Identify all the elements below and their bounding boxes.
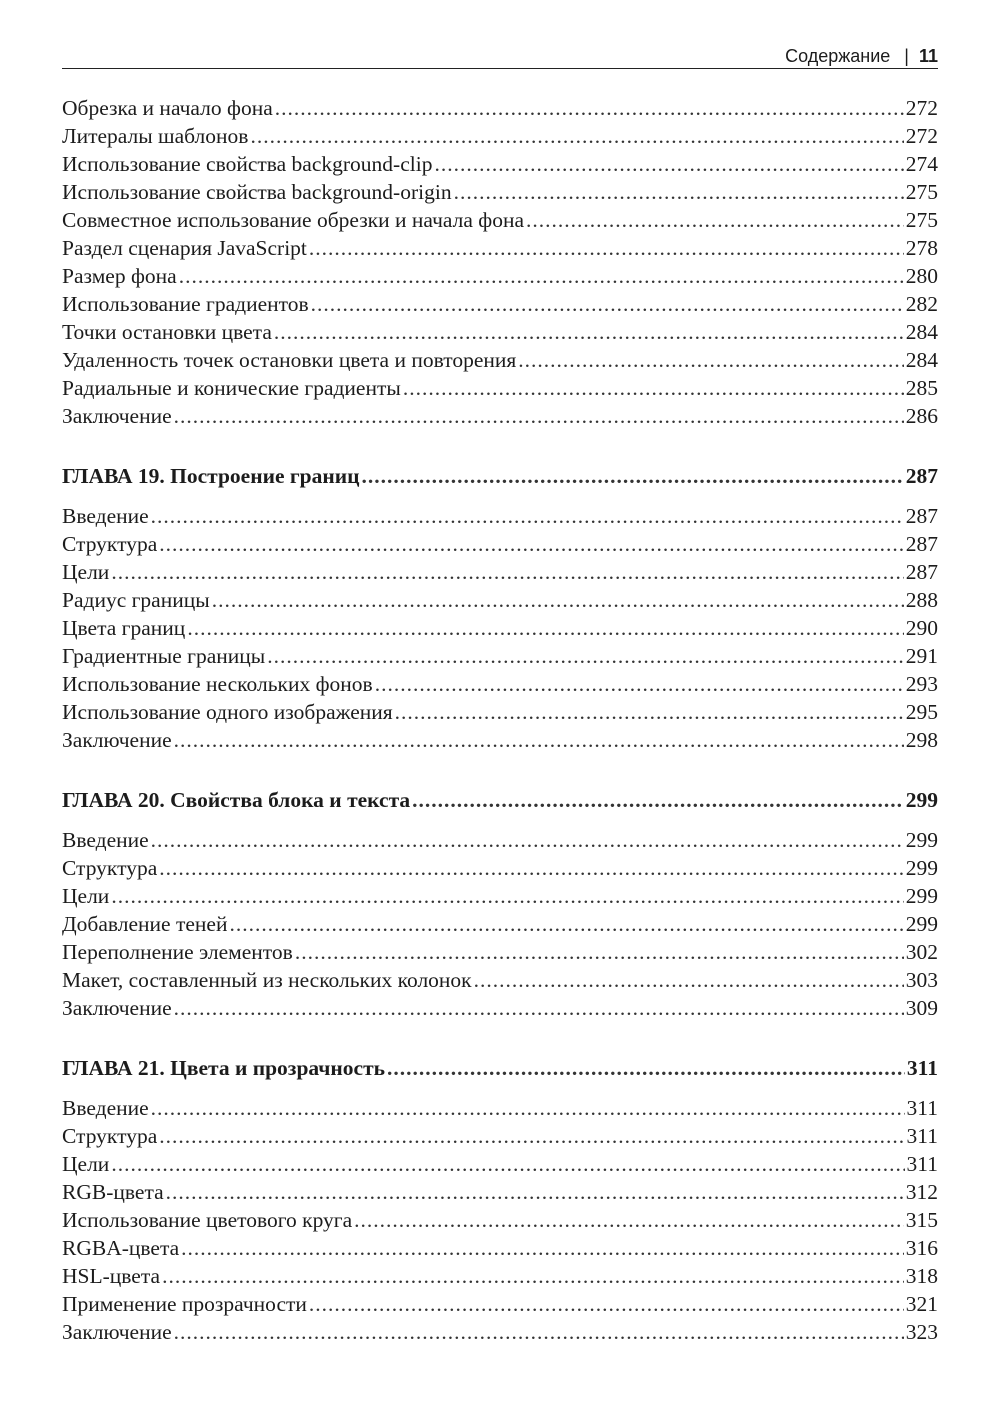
- dot-leader: [159, 530, 904, 558]
- dot-leader: [274, 318, 904, 346]
- toc-entry-page: 311: [906, 1056, 938, 1080]
- toc-entry-title: Макет, составленный из нескольких колонок: [62, 968, 472, 992]
- toc-entry: [62, 994, 938, 1022]
- dot-leader: [212, 586, 904, 614]
- toc-entry-title: RGB-цвета: [62, 1180, 164, 1204]
- toc-entry-title: Цели: [62, 560, 110, 584]
- dot-leader: [174, 1318, 904, 1346]
- toc-entry-title: Радиальные и конические градиенты: [62, 376, 401, 400]
- toc-entry: [62, 698, 938, 726]
- dot-leader: [267, 642, 904, 670]
- toc-entry-title: HSL-цвета: [62, 1264, 161, 1288]
- toc-entry: [62, 1122, 938, 1150]
- toc-entry-title: Градиентные границы: [62, 644, 266, 668]
- toc-entry-page: 303: [905, 968, 938, 992]
- toc-entry-page: 285: [905, 376, 938, 400]
- toc-entry: [62, 1150, 938, 1178]
- toc-entry: [62, 1094, 938, 1122]
- toc-entry: [62, 502, 938, 530]
- toc-entry-page: 316: [905, 1236, 938, 1260]
- toc-entry: [62, 178, 938, 206]
- toc-entry: [62, 558, 938, 586]
- dot-leader: [162, 1262, 904, 1290]
- chapter-spacer: [62, 430, 938, 462]
- toc-entry-title: Точки остановки цвета: [62, 320, 272, 344]
- toc-entry-title: Удаленность точек остановки цвета и повторения: [62, 348, 517, 372]
- toc-entry-title: Заключение: [62, 404, 172, 428]
- toc-entry-title: Литералы шаблонов: [62, 124, 249, 148]
- toc-entry: [62, 1206, 938, 1234]
- toc-entry-page: 291: [905, 644, 938, 668]
- dot-leader: [181, 1234, 904, 1262]
- dot-leader: [275, 94, 904, 122]
- toc-entry-page: 299: [905, 884, 938, 908]
- toc-entry: [62, 614, 938, 642]
- toc-entry-title: Заключение: [62, 1320, 172, 1344]
- toc-entry-page: 309: [905, 996, 938, 1020]
- dot-leader: [151, 826, 904, 854]
- toc-entry: [62, 346, 938, 374]
- dot-leader: [518, 346, 903, 374]
- toc-entry-page: 287: [905, 504, 938, 528]
- toc-entry-title: Размер фона: [62, 264, 177, 288]
- toc-entry-page: 323: [905, 1320, 938, 1344]
- toc-entry: [62, 1318, 938, 1346]
- dot-leader: [166, 1178, 904, 1206]
- toc-entry: [62, 882, 938, 910]
- toc-entry-title: ГЛАВА 20. Свойства блока и текста: [62, 788, 411, 812]
- toc-entry-page: 299: [905, 788, 938, 812]
- dot-leader: [474, 966, 904, 994]
- toc-entry-page: 311: [906, 1096, 938, 1120]
- toc-entry-page: 287: [905, 532, 938, 556]
- dot-leader: [151, 502, 904, 530]
- toc-entry-title: Структура: [62, 856, 158, 880]
- toc-entry: [62, 670, 938, 698]
- chapter-spacer: [62, 1082, 938, 1094]
- toc-entry: [62, 854, 938, 882]
- toc-entry-title: Раздел сценария JavaScript: [62, 236, 307, 260]
- toc-entry: [62, 318, 938, 346]
- toc-entry-page: 298: [905, 728, 938, 752]
- toc-entry-page: 311: [906, 1152, 938, 1176]
- dot-leader: [111, 882, 903, 910]
- toc-entry: [62, 150, 938, 178]
- toc-entry-title: Переполнение элементов: [62, 940, 293, 964]
- toc-entry: [62, 94, 938, 122]
- dot-leader: [187, 614, 903, 642]
- toc-entry: [62, 586, 938, 614]
- toc-entry-page: 282: [905, 292, 938, 316]
- dot-leader: [295, 938, 904, 966]
- toc-entry: [62, 530, 938, 558]
- toc-entry-title: Заключение: [62, 728, 172, 752]
- dot-leader: [362, 462, 904, 490]
- toc-entry-title: Цели: [62, 884, 110, 908]
- toc-entry-title: Радиус границы: [62, 588, 210, 612]
- toc-entry-page: 311: [906, 1124, 938, 1148]
- toc-chapter: [62, 786, 938, 814]
- dot-leader: [403, 374, 904, 402]
- toc-entry-page: 275: [905, 208, 938, 232]
- dot-leader: [250, 122, 903, 150]
- toc-entry-title: Структура: [62, 532, 158, 556]
- toc-entry: [62, 206, 938, 234]
- toc-entry: [62, 290, 938, 318]
- toc-entry: [62, 910, 938, 938]
- dot-leader: [375, 670, 904, 698]
- dot-leader: [174, 994, 904, 1022]
- toc-entry-title: Использование свойства background-origin: [62, 180, 452, 204]
- toc-entry-page: 293: [905, 672, 938, 696]
- chapter-spacer: [62, 490, 938, 502]
- toc-entry-page: 315: [905, 1208, 938, 1232]
- toc-entry-page: 321: [905, 1292, 938, 1316]
- table-of-contents: [62, 94, 938, 1346]
- dot-leader: [526, 206, 904, 234]
- toc-entry-page: 274: [905, 152, 938, 176]
- toc-entry: [62, 1290, 938, 1318]
- toc-entry-title: RGBA-цвета: [62, 1236, 180, 1260]
- toc-entry-title: Использование градиентов: [62, 292, 309, 316]
- chapter-spacer: [62, 1022, 938, 1054]
- dot-leader: [111, 1150, 904, 1178]
- toc-entry: [62, 966, 938, 994]
- toc-entry: [62, 826, 938, 854]
- toc-entry: [62, 938, 938, 966]
- toc-entry: [62, 374, 938, 402]
- toc-entry-title: Введение: [62, 828, 149, 852]
- toc-entry-page: 302: [905, 940, 938, 964]
- toc-entry: [62, 1178, 938, 1206]
- dot-leader: [179, 262, 904, 290]
- toc-entry-page: 275: [905, 180, 938, 204]
- toc-entry-title: Цвета границ: [62, 616, 186, 640]
- toc-chapter: [62, 462, 938, 490]
- toc-entry-title: Структура: [62, 1124, 158, 1148]
- toc-entry: [62, 122, 938, 150]
- toc-entry-page: 272: [905, 96, 938, 120]
- toc-entry-page: 286: [905, 404, 938, 428]
- toc-entry-page: 287: [905, 464, 938, 488]
- chapter-spacer: [62, 814, 938, 826]
- toc-entry: [62, 642, 938, 670]
- toc-entry-title: Совместное использование обрезки и начала фона: [62, 208, 524, 232]
- toc-entry-page: 288: [905, 588, 938, 612]
- toc-entry-page: 290: [905, 616, 938, 640]
- page-number: 11: [918, 46, 938, 66]
- toc-entry: [62, 402, 938, 430]
- toc-entry-title: Заключение: [62, 996, 172, 1020]
- toc-entry-page: 284: [905, 348, 938, 372]
- header-separator: |: [904, 46, 909, 66]
- dot-leader: [434, 150, 903, 178]
- dot-leader: [159, 1122, 904, 1150]
- running-header: [62, 44, 938, 69]
- toc-entry-title: Добавление теней: [62, 912, 228, 936]
- dot-leader: [111, 558, 903, 586]
- dot-leader: [309, 234, 904, 262]
- toc-entry-title: Применение прозрачности: [62, 1292, 307, 1316]
- toc-entry-title: Введение: [62, 1096, 149, 1120]
- section-title: Содержание: [785, 46, 891, 66]
- dot-leader: [174, 726, 904, 754]
- toc-entry-page: 272: [905, 124, 938, 148]
- dot-leader: [354, 1206, 904, 1234]
- toc-entry-page: 318: [905, 1264, 938, 1288]
- dot-leader: [454, 178, 904, 206]
- toc-entry: [62, 262, 938, 290]
- dot-leader: [309, 1290, 904, 1318]
- toc-entry-title: Обрезка и начало фона: [62, 96, 273, 120]
- toc-entry-title: Использование одного изображения: [62, 700, 393, 724]
- toc-entry: [62, 726, 938, 754]
- toc-entry-title: Введение: [62, 504, 149, 528]
- toc-chapter: [62, 1054, 938, 1082]
- toc-entry-title: Цели: [62, 1152, 110, 1176]
- toc-entry-page: 299: [905, 912, 938, 936]
- toc-entry-title: Использование цветового круга: [62, 1208, 353, 1232]
- toc-entry-page: 312: [905, 1180, 938, 1204]
- toc-entry-page: 299: [905, 828, 938, 852]
- toc-entry-page: 287: [905, 560, 938, 584]
- dot-leader: [159, 854, 904, 882]
- toc-entry: [62, 234, 938, 262]
- toc-entry-page: 284: [905, 320, 938, 344]
- toc-entry-page: 299: [905, 856, 938, 880]
- toc-entry-page: 295: [905, 700, 938, 724]
- dot-leader: [311, 290, 904, 318]
- dot-leader: [174, 402, 904, 430]
- dot-leader: [412, 786, 904, 814]
- toc-entry-title: ГЛАВА 19. Построение границ: [62, 464, 360, 488]
- dot-leader: [151, 1094, 905, 1122]
- toc-entry-page: 278: [905, 236, 938, 260]
- chapter-spacer: [62, 754, 938, 786]
- toc-entry: [62, 1234, 938, 1262]
- dot-leader: [229, 910, 903, 938]
- toc-entry: [62, 1262, 938, 1290]
- toc-entry-title: Использование нескольких фонов: [62, 672, 373, 696]
- dot-leader: [395, 698, 904, 726]
- toc-entry-title: Использование свойства background-clip: [62, 152, 433, 176]
- toc-entry-page: 280: [905, 264, 938, 288]
- dot-leader: [387, 1054, 905, 1082]
- toc-entry-title: ГЛАВА 21. Цвета и прозрачность: [62, 1056, 386, 1080]
